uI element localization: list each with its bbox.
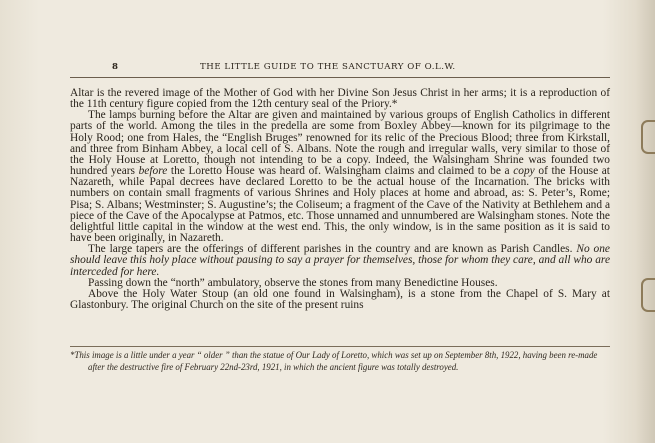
paragraph-lamps-text-c: of the House at Nazareth, while Papal decrees have declared Loretto to be the actual house of the Incarnation. The bricks with numbers on contain small fragments of various Shrines and Holy places at home and abroad, as: S. Peter’s, Rome; Pisa; S. Albans; Westminster; S. Augustine’s; the Coliseum; a fragment of the Cave of the Nativity at Bethlehem and a piece of the Cave of the Apocalypse at Patmos, etc. Those unnamed and unnumbered are Walsingham stones. Note the delightful little capital in the window at the west end. This, the only window, is in the same position as it is said to have been originally, in Nazareth. [70, 165, 610, 245]
body-text [70, 88, 610, 311]
staple-top [641, 120, 655, 154]
paragraph-tapers-prayer: No one should leave this holy place without pausing to say a prayer for themselves, those for whom they care, and all who are interceded for here. [70, 243, 610, 278]
emphasis-before: before [138, 165, 168, 178]
footnote-rule [70, 346, 610, 347]
running-title: THE LITTLE GUIDE TO THE SANCTUARY OF O.L.W. [200, 62, 456, 72]
paragraph-tapers-text: The large tapers are the offerings of different parishes in the country and are known as Parish Candles. [88, 243, 573, 256]
paragraph-altar [70, 88, 610, 110]
staple-bottom [641, 278, 655, 312]
paragraph-lamps-text-a: The lamps burning before the Altar are given and maintained by various groups of English Catholics in different parts of the world. Among the tiles in the predella are some from Boxley Abbey—known for its pilgrimage to the Holy Rood; one from Hales, the “English Bruges” renowned for its relic of the Precious Blood; three from Kirkstall, and three from Binham Abbey, a local cell of S. Albans. Note the rough and irregular walls, very similar to those of the Holy House at Loretto, though not intending to be a copy. Indeed, the Walsingham Shrine was founded two hundred years [70, 109, 610, 178]
paragraph-lamps [70, 110, 610, 244]
paragraph-lamps-text-b: the Loretto House was heard of. Walsingham claims and claimed to be a [170, 165, 510, 178]
footnote-text: *This image is a little under a year “ older ” than the statue of Our Lady of Loretto, which was set up on September 8th, 1922, having been re-made after the destructive fire of February 22nd-23rd, 1921, in which the ancient figure was totally destroyed. [70, 350, 598, 372]
paragraph-stoup [70, 289, 610, 311]
footnote [70, 350, 610, 373]
paragraph-ambulatory-text: Passing down the “north” ambulatory, observe the stones from many Benedictine Houses. [88, 276, 498, 289]
header-rule [70, 77, 610, 78]
paragraph-altar-text: Altar is the revered image of the Mother of God with her Divine Son Jesus Christ in her arms; it is a reproduction of the 11th century figure copied from the 12th century seal of the Priory.* [70, 87, 610, 111]
page-header [70, 60, 610, 76]
emphasis-copy: copy [513, 165, 535, 178]
paragraph-stoup-text: Above the Holy Water Stoup (an old one found in Walsingham), is a stone from the Chapel of S. Mary at Glastonbury. The original Church on the site of the present ruins [70, 287, 610, 311]
paragraph-tapers [70, 244, 610, 277]
page-number: 8 [112, 62, 119, 72]
